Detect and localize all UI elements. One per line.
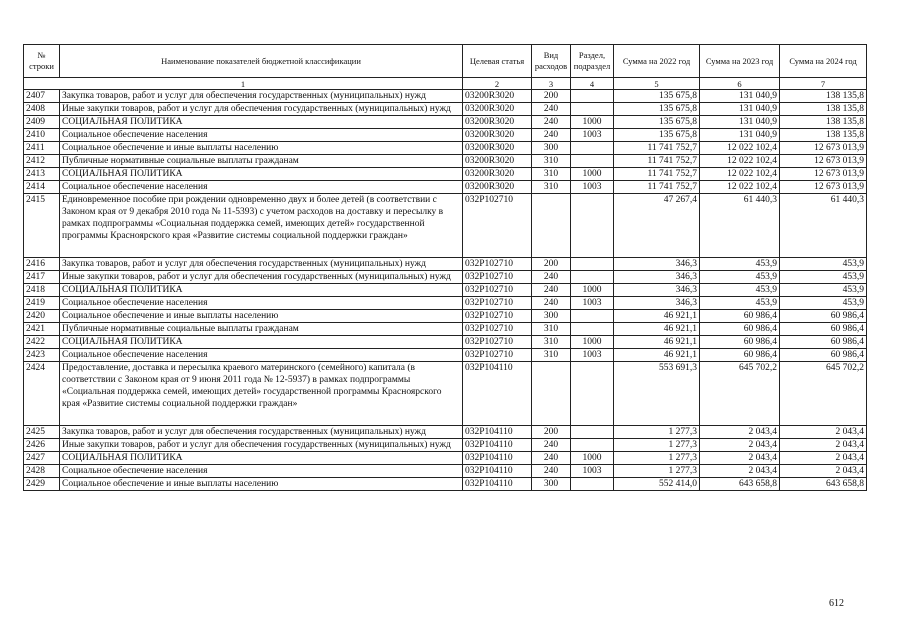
row-number: 2426 <box>24 439 60 452</box>
expense-type: 310 <box>532 155 571 168</box>
sum-2023: 453,9 <box>700 297 780 310</box>
sum-2022: 552 414,0 <box>614 478 700 491</box>
sum-2022: 346,3 <box>614 284 700 297</box>
section-subsection: 1003 <box>571 297 614 310</box>
sum-2024: 643 658,8 <box>780 478 867 491</box>
table-row <box>24 323 867 336</box>
sum-2022: 135 675,8 <box>614 129 700 142</box>
section-subsection <box>571 310 614 323</box>
expense-type: 200 <box>532 90 571 103</box>
sum-2023: 60 986,4 <box>700 323 780 336</box>
section-subsection <box>571 142 614 155</box>
indicator-name: СОЦИАЛЬНАЯ ПОЛИТИКА <box>60 452 463 465</box>
sum-2022: 11 741 752,7 <box>614 168 700 181</box>
sum-2022: 346,3 <box>614 271 700 284</box>
indicator-name: Публичные нормативные социальные выплаты гражданам <box>60 155 463 168</box>
sum-2022: 46 921,1 <box>614 310 700 323</box>
section-subsection: 1003 <box>571 465 614 478</box>
sum-2023: 643 658,8 <box>700 478 780 491</box>
sum-2023: 453,9 <box>700 284 780 297</box>
table-row <box>24 349 867 362</box>
expense-type: 300 <box>532 478 571 491</box>
indicator-name: Социальное обеспечение и иные выплаты населению <box>60 310 463 323</box>
sum-2024: 12 673 013,9 <box>780 181 867 194</box>
target-article: 032P102710 <box>463 349 532 362</box>
header-razdel: Раздел, подраздел <box>571 45 614 78</box>
sum-2023: 2 043,4 <box>700 426 780 439</box>
target-article: 032P102710 <box>463 194 532 258</box>
section-subsection <box>571 426 614 439</box>
section-subsection <box>571 439 614 452</box>
sum-2023: 12 022 102,4 <box>700 155 780 168</box>
section-subsection <box>571 194 614 258</box>
expense-type <box>532 194 571 258</box>
table-row <box>24 478 867 491</box>
row-number: 2412 <box>24 155 60 168</box>
row-number: 2423 <box>24 349 60 362</box>
sum-2024: 61 440,3 <box>780 194 867 258</box>
expense-type: 240 <box>532 116 571 129</box>
row-number: 2408 <box>24 103 60 116</box>
indicator-name: Социальное обеспечение населения <box>60 349 463 362</box>
section-subsection <box>571 478 614 491</box>
sum-2024: 453,9 <box>780 297 867 310</box>
section-subsection: 1003 <box>571 349 614 362</box>
sum-2023: 131 040,9 <box>700 129 780 142</box>
row-number: 2422 <box>24 336 60 349</box>
section-subsection <box>571 103 614 116</box>
sum-2024: 2 043,4 <box>780 426 867 439</box>
sum-2023: 12 022 102,4 <box>700 168 780 181</box>
indicator-name: Социальное обеспечение населения <box>60 129 463 142</box>
sum-2024: 138 135,8 <box>780 90 867 103</box>
target-article: 032P104110 <box>463 426 532 439</box>
sum-2023: 2 043,4 <box>700 439 780 452</box>
row-number: 2416 <box>24 258 60 271</box>
header-row <box>24 45 867 78</box>
expense-type: 240 <box>532 452 571 465</box>
row-number: 2421 <box>24 323 60 336</box>
sum-2024: 60 986,4 <box>780 336 867 349</box>
table-row <box>24 194 867 258</box>
target-article: 032P104110 <box>463 452 532 465</box>
sum-2024: 12 673 013,9 <box>780 168 867 181</box>
expense-type: 310 <box>532 168 571 181</box>
sum-2023: 60 986,4 <box>700 310 780 323</box>
sum-2024: 138 135,8 <box>780 129 867 142</box>
row-number: 2413 <box>24 168 60 181</box>
row-number: 2429 <box>24 478 60 491</box>
row-number: 2411 <box>24 142 60 155</box>
sum-2024: 12 673 013,9 <box>780 142 867 155</box>
indicator-name: Закупка товаров, работ и услуг для обеспечения государственных (муниципальных) нужд <box>60 90 463 103</box>
expense-type: 310 <box>532 336 571 349</box>
table-row <box>24 258 867 271</box>
indicator-name: Социальное обеспечение населения <box>60 297 463 310</box>
column-number: 4 <box>571 78 614 90</box>
table-row <box>24 90 867 103</box>
sum-2022: 11 741 752,7 <box>614 181 700 194</box>
budget-table <box>23 44 867 491</box>
header-name: Наименование показателей бюджетной классификации <box>60 45 463 78</box>
expense-type: 240 <box>532 439 571 452</box>
row-number: 2420 <box>24 310 60 323</box>
sum-2024: 60 986,4 <box>780 349 867 362</box>
row-number: 2409 <box>24 116 60 129</box>
column-number: 2 <box>463 78 532 90</box>
expense-type: 240 <box>532 271 571 284</box>
row-number: 2407 <box>24 90 60 103</box>
target-article: 032P102710 <box>463 323 532 336</box>
indicator-name: Иные закупки товаров, работ и услуг для обеспечения государственных (муниципальных) нужд <box>60 439 463 452</box>
indicator-name: СОЦИАЛЬНАЯ ПОЛИТИКА <box>60 168 463 181</box>
table-row <box>24 181 867 194</box>
section-subsection: 1000 <box>571 336 614 349</box>
section-subsection: 1000 <box>571 168 614 181</box>
sum-2022: 346,3 <box>614 258 700 271</box>
expense-type: 300 <box>532 142 571 155</box>
header-sum-2022: Сумма на 2022 год <box>614 45 700 78</box>
sum-2022: 135 675,8 <box>614 90 700 103</box>
expense-type: 240 <box>532 103 571 116</box>
column-number: 5 <box>614 78 700 90</box>
sum-2023: 60 986,4 <box>700 349 780 362</box>
indicator-name: СОЦИАЛЬНАЯ ПОЛИТИКА <box>60 336 463 349</box>
table-row <box>24 336 867 349</box>
expense-type: 240 <box>532 284 571 297</box>
table-row <box>24 310 867 323</box>
sum-2023: 131 040,9 <box>700 103 780 116</box>
sum-2023: 131 040,9 <box>700 116 780 129</box>
sum-2024: 2 043,4 <box>780 439 867 452</box>
table-row <box>24 439 867 452</box>
table-row <box>24 297 867 310</box>
sum-2023: 12 022 102,4 <box>700 142 780 155</box>
sum-2023: 2 043,4 <box>700 465 780 478</box>
sum-2022: 1 277,3 <box>614 426 700 439</box>
sum-2024: 2 043,4 <box>780 452 867 465</box>
sum-2023: 12 022 102,4 <box>700 181 780 194</box>
sum-2024: 138 135,8 <box>780 116 867 129</box>
row-number: 2425 <box>24 426 60 439</box>
expense-type: 200 <box>532 426 571 439</box>
indicator-name: Иные закупки товаров, работ и услуг для обеспечения государственных (муниципальных) нужд <box>60 271 463 284</box>
target-article: 03200R3020 <box>463 142 532 155</box>
header-sum-2024: Сумма на 2024 год <box>780 45 867 78</box>
sum-2022: 1 277,3 <box>614 439 700 452</box>
row-number: 2427 <box>24 452 60 465</box>
sum-2022: 47 267,4 <box>614 194 700 258</box>
table-row <box>24 129 867 142</box>
table-row <box>24 284 867 297</box>
target-article: 032P102710 <box>463 258 532 271</box>
expense-type: 310 <box>532 349 571 362</box>
section-subsection <box>571 362 614 426</box>
section-subsection: 1000 <box>571 452 614 465</box>
indicator-name: Социальное обеспечение и иные выплаты населению <box>60 142 463 155</box>
target-article: 03200R3020 <box>463 103 532 116</box>
header-row-no: № строки <box>24 45 60 78</box>
target-article: 032P104110 <box>463 465 532 478</box>
sum-2022: 11 741 752,7 <box>614 142 700 155</box>
expense-type: 300 <box>532 310 571 323</box>
target-article: 032P104110 <box>463 439 532 452</box>
row-number: 2424 <box>24 362 60 426</box>
section-subsection <box>571 90 614 103</box>
expense-type <box>532 362 571 426</box>
target-article: 03200R3020 <box>463 181 532 194</box>
sum-2022: 46 921,1 <box>614 336 700 349</box>
sum-2022: 346,3 <box>614 297 700 310</box>
header-sum-2023: Сумма на 2023 год <box>700 45 780 78</box>
expense-type: 200 <box>532 258 571 271</box>
row-number: 2415 <box>24 194 60 258</box>
sum-2024: 2 043,4 <box>780 465 867 478</box>
target-article: 032P102710 <box>463 336 532 349</box>
sum-2023: 60 986,4 <box>700 336 780 349</box>
target-article: 032P102710 <box>463 310 532 323</box>
indicator-name: Закупка товаров, работ и услуг для обеспечения государственных (муниципальных) нужд <box>60 426 463 439</box>
table-row <box>24 168 867 181</box>
sum-2024: 453,9 <box>780 284 867 297</box>
sum-2024: 453,9 <box>780 271 867 284</box>
indicator-name: Иные закупки товаров, работ и услуг для обеспечения государственных (муниципальных) нужд <box>60 103 463 116</box>
sum-2022: 46 921,1 <box>614 323 700 336</box>
table-row <box>24 362 867 426</box>
row-number: 2414 <box>24 181 60 194</box>
section-subsection <box>571 155 614 168</box>
sum-2022: 11 741 752,7 <box>614 155 700 168</box>
column-number: 6 <box>700 78 780 90</box>
indicator-name: СОЦИАЛЬНАЯ ПОЛИТИКА <box>60 116 463 129</box>
sum-2022: 1 277,3 <box>614 452 700 465</box>
sum-2023: 645 702,2 <box>700 362 780 426</box>
table-row <box>24 116 867 129</box>
header-target: Целевая статья <box>463 45 532 78</box>
section-subsection: 1000 <box>571 284 614 297</box>
target-article: 032P104110 <box>463 478 532 491</box>
sum-2022: 46 921,1 <box>614 349 700 362</box>
section-subsection <box>571 323 614 336</box>
table-row <box>24 465 867 478</box>
table-row <box>24 271 867 284</box>
sum-2024: 138 135,8 <box>780 103 867 116</box>
target-article: 03200R3020 <box>463 116 532 129</box>
indicator-name: Закупка товаров, работ и услуг для обеспечения государственных (муниципальных) нужд <box>60 258 463 271</box>
sum-2023: 131 040,9 <box>700 90 780 103</box>
sum-2022: 1 277,3 <box>614 465 700 478</box>
target-article: 032P102710 <box>463 297 532 310</box>
indicator-name: Единовременное пособие при рождении одновременно двух и более детей (в соответствии с Законом края от 9 декабря 2010 года № 11-5393) с учетом расходов на доставку и пересылку в рамках подпрограммы «Социальная поддержка семей, имеющих детей» государственной программы Красноярского края «Развитие системы социальной поддержки граждан» <box>60 194 463 258</box>
sum-2023: 453,9 <box>700 258 780 271</box>
header-vid: Вид расходов <box>532 45 571 78</box>
sum-2024: 645 702,2 <box>780 362 867 426</box>
row-number: 2417 <box>24 271 60 284</box>
row-number: 2418 <box>24 284 60 297</box>
target-article: 03200R3020 <box>463 90 532 103</box>
expense-type: 240 <box>532 129 571 142</box>
row-number: 2428 <box>24 465 60 478</box>
indicator-name: Предоставление, доставка и пересылка краевого материнского (семейного) капитала (в соответствии с Законом края от 9 июня 2011 года № 12-5937) в рамках подпрограммы «Социальная поддержка семей, имеющих детей» государственной программы Красноярского края «Развитие системы социальной поддержки граждан» <box>60 362 463 426</box>
table-row <box>24 142 867 155</box>
sum-2024: 60 986,4 <box>780 310 867 323</box>
sum-2023: 2 043,4 <box>700 452 780 465</box>
column-number: 7 <box>780 78 867 90</box>
section-subsection: 1003 <box>571 129 614 142</box>
row-number: 2410 <box>24 129 60 142</box>
section-subsection <box>571 271 614 284</box>
indicator-name: Публичные нормативные социальные выплаты гражданам <box>60 323 463 336</box>
section-subsection: 1000 <box>571 116 614 129</box>
expense-type: 240 <box>532 297 571 310</box>
column-number: 3 <box>532 78 571 90</box>
expense-type: 310 <box>532 181 571 194</box>
table-row <box>24 452 867 465</box>
table-body <box>24 90 867 491</box>
section-subsection: 1003 <box>571 181 614 194</box>
indicator-name: СОЦИАЛЬНАЯ ПОЛИТИКА <box>60 284 463 297</box>
row-number: 2419 <box>24 297 60 310</box>
sum-2024: 453,9 <box>780 258 867 271</box>
sum-2023: 453,9 <box>700 271 780 284</box>
expense-type: 240 <box>532 465 571 478</box>
sum-2022: 553 691,3 <box>614 362 700 426</box>
sum-2024: 12 673 013,9 <box>780 155 867 168</box>
indicator-name: Социальное обеспечение населения <box>60 465 463 478</box>
indicator-name: Социальное обеспечение и иные выплаты населению <box>60 478 463 491</box>
table-row <box>24 155 867 168</box>
sum-2023: 61 440,3 <box>700 194 780 258</box>
expense-type: 310 <box>532 323 571 336</box>
sum-2024: 60 986,4 <box>780 323 867 336</box>
table-row <box>24 426 867 439</box>
section-subsection <box>571 258 614 271</box>
target-article: 032P104110 <box>463 362 532 426</box>
table-row <box>24 103 867 116</box>
sum-2022: 135 675,8 <box>614 103 700 116</box>
column-number-row <box>24 78 867 90</box>
indicator-name: Социальное обеспечение населения <box>60 181 463 194</box>
page-number: 612 <box>829 598 844 609</box>
column-number: 1 <box>24 78 463 90</box>
target-article: 03200R3020 <box>463 155 532 168</box>
sum-2022: 135 675,8 <box>614 116 700 129</box>
target-article: 032P102710 <box>463 271 532 284</box>
target-article: 03200R3020 <box>463 129 532 142</box>
target-article: 03200R3020 <box>463 168 532 181</box>
target-article: 032P102710 <box>463 284 532 297</box>
